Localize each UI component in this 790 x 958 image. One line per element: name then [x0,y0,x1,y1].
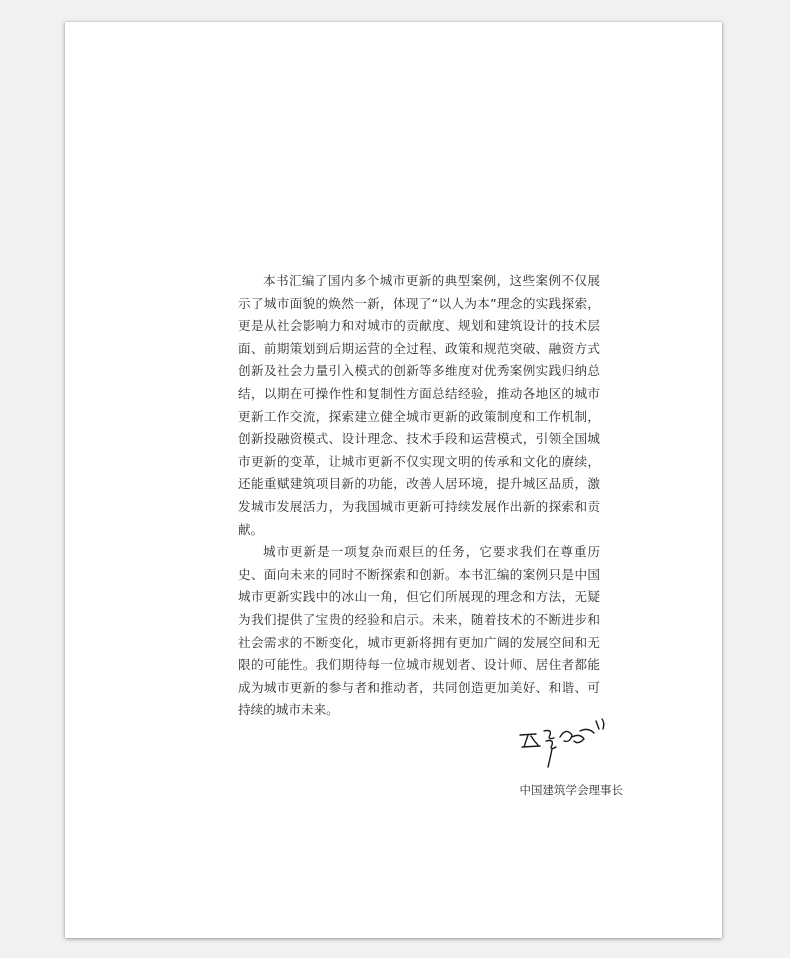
paragraph-2: 城市更新是一项复杂而艰巨的任务，它要求我们在尊重历史、面向未来的同时不断探索和创新。本书汇编的案例只是中国城市更新实践中的冰山一角，但它们所展现的理念和方法，无疑为我们提供了宝贵的经验和启示。未来，随着技术的不断进步和社会需求的不断变化，城市更新将拥有更加广阔的发展空间和无限的可能性。我们期待每一位城市规划者、设计师、居住者都能成为城市更新的参与者和推动者，共同创造更加美好、和谐、可持续的城市未来。 [238,544,600,718]
book-page [65,22,722,938]
author-title: 中国建筑学会理事长 [519,783,623,797]
handwritten-signature [514,707,610,777]
paragraph-1: 本书汇编了国内多个城市更新的典型案例，这些案例不仅展示了城市面貌的焕然一新，体现了“以人为本”理念的实践探索，更是从社会影响力和对城市的贡献度、规划和建筑设计的技术层面、前期策划到后期运营的全过程、政策和规范突破、融资方式创新及社会力量引入模式的创新等多维度对优秀案例实践归纳总结，以期在可操作性和复制性方面总结经验，推动各地区的城市更新工作交流，探索建立健全城市更新的政策制度和工作机制，创新投融资模式、设计理念、技术手段和运营模式，引领全国城市更新的变革，让城市更新不仅实现文明的传承和文化的赓续，还能重赋建筑项目新的功能，改善人居环境，提升城区品质，激发城市发展活力，为我国城市更新可持续发展作出新的探索和贡献。 [238,273,600,537]
preface-body [238,270,600,722]
